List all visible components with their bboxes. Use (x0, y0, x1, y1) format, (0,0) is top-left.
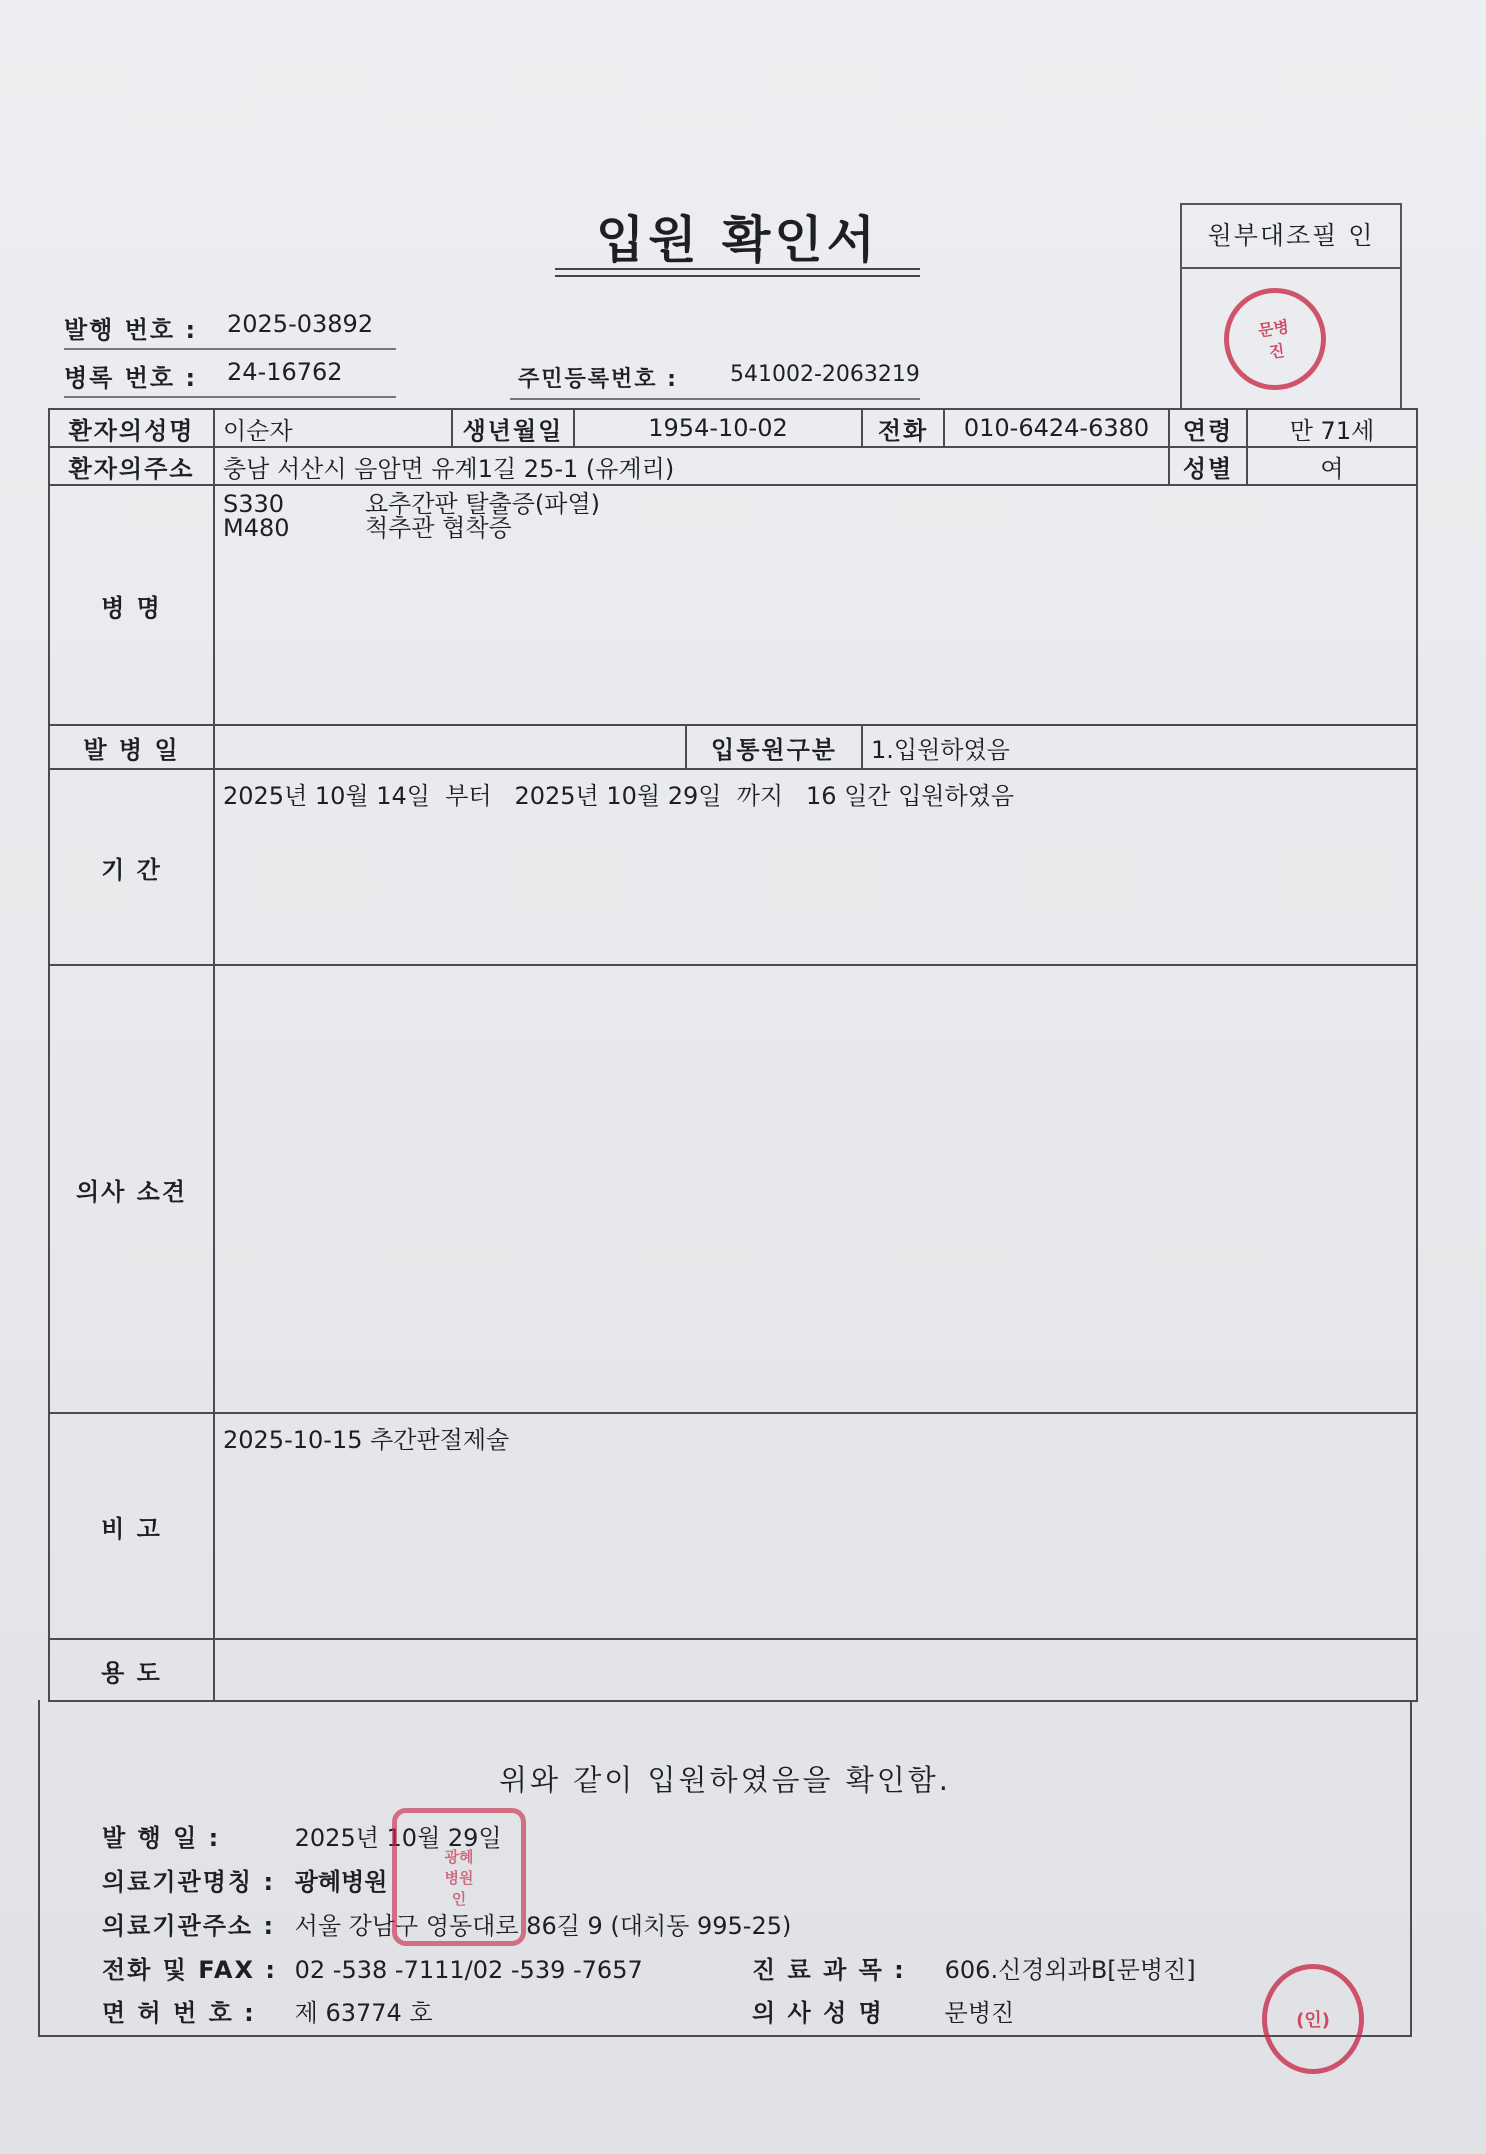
onset-label: 발 병 일 (49, 725, 214, 769)
remarks-value: 2025-10-15 추간판절제술 (214, 1413, 1417, 1639)
diagnosis-name: 요추간판 탈출증(파열) (365, 490, 601, 518)
record-number-value: 24-16762 (227, 358, 343, 386)
dob-label: 생년월일 (452, 409, 574, 447)
phone-value: 010-6424-6380 (944, 409, 1169, 447)
doctor-opinion-label: 의사 소견 (49, 965, 214, 1413)
period-label: 기 간 (49, 769, 214, 965)
tel-fax-label: 전화 및 FAX : (102, 1956, 277, 1984)
issue-number-label: 발행 번호 : (64, 316, 198, 344)
patient-name-value: 이순자 (214, 409, 452, 447)
record-number-label: 병록 번호 : (64, 364, 198, 392)
confirmation-footer (38, 1700, 1412, 2037)
record-number (64, 358, 343, 393)
doctor-seal-icon (1262, 1964, 1364, 2074)
admission-form-table (48, 408, 1418, 1702)
diagnosis-list (214, 485, 1417, 725)
doctor-name-label: 의 사 성 명 (752, 1999, 884, 2027)
confirmation-statement: 위와 같이 입원하였음을 확인함. (498, 1763, 952, 1797)
diagnosis-code: M480 (223, 514, 290, 542)
issue-date-value: 2025년 10월 29일 (294, 1824, 502, 1852)
onset-value (214, 725, 686, 769)
diagnosis-code: S330 (223, 490, 285, 518)
institution-value: 광혜병원 (294, 1868, 388, 1896)
diagnosis-item (223, 492, 1408, 516)
title-underline-2 (555, 275, 920, 277)
purpose-value (214, 1639, 1417, 1701)
issue-number-underline (64, 348, 396, 350)
diagnosis-label: 병 명 (49, 485, 214, 725)
department-row (752, 1950, 1196, 1985)
age-value: 만 71세 (1247, 409, 1417, 447)
license-row (102, 1993, 433, 2028)
tel-fax-row (102, 1950, 643, 1985)
tel-fax-value: 02 -538 -7111/02 -539 -7657 (294, 1956, 643, 1984)
institution-address-label: 의료기관주소 : (102, 1912, 276, 1940)
admission-type-value: 1.입원하였음 (862, 725, 1417, 769)
resident-number (518, 362, 920, 393)
diagnosis-name: 척추관 협착증 (365, 514, 512, 542)
department-value: 606.신경외과B[문병진] (944, 1956, 1196, 1984)
document-title: 입원 확인서 (596, 211, 879, 269)
institution-row (102, 1862, 387, 1897)
title-underline (555, 268, 920, 270)
hospital-official-seal-icon: 광혜 병원 인 (392, 1808, 526, 1946)
address-value: 충남 서산시 음암면 유계1길 25-1 (유계리) (214, 447, 1169, 485)
stamp-box-label: 원부대조필 인 (1182, 205, 1400, 269)
doctor-name-value: 문병진 (944, 1999, 1015, 2027)
issue-number (64, 310, 374, 345)
license-label: 면 허 번 호 : (102, 1999, 256, 2027)
diagnosis-item (223, 516, 1408, 540)
doctor-opinion-value (214, 965, 1417, 1413)
issue-number-value: 2025-03892 (227, 310, 374, 338)
period-value: 2025년 10월 14일 부터 2025년 10월 29일 까지 16 일간 입원하였음 (214, 769, 1417, 965)
address-label: 환자의주소 (49, 447, 214, 485)
remarks-label: 비 고 (49, 1413, 214, 1639)
age-label: 연령 (1169, 409, 1247, 447)
admission-type-label: 입통원구분 (686, 725, 862, 769)
phone-label: 전화 (862, 409, 944, 447)
doctor-seal-text: (인) (1296, 2010, 1330, 2031)
resident-number-underline (510, 398, 920, 400)
sex-value: 여 (1247, 447, 1417, 485)
resident-number-label: 주민등록번호 : (518, 367, 678, 392)
sex-label: 성별 (1169, 447, 1247, 485)
institution-label: 의료기관명칭 : (102, 1868, 276, 1896)
record-number-underline (64, 396, 396, 398)
institution-address-value: 서울 강남구 영동대로 86길 9 (대치동 995-25) (294, 1912, 792, 1940)
purpose-label: 용 도 (49, 1639, 214, 1701)
patient-name-label: 환자의성명 (49, 409, 214, 447)
license-value: 제 63774 호 (294, 1999, 433, 2027)
department-label: 진 료 과 목 : (752, 1956, 906, 1984)
doctor-name-row (752, 1993, 1014, 2028)
resident-number-value: 541002-2063219 (730, 362, 920, 387)
issue-date-label: 발 행 일 : (102, 1824, 221, 1852)
dob-value: 1954-10-02 (574, 409, 862, 447)
hospital-seal-icon: 문병 진 (1217, 281, 1332, 396)
